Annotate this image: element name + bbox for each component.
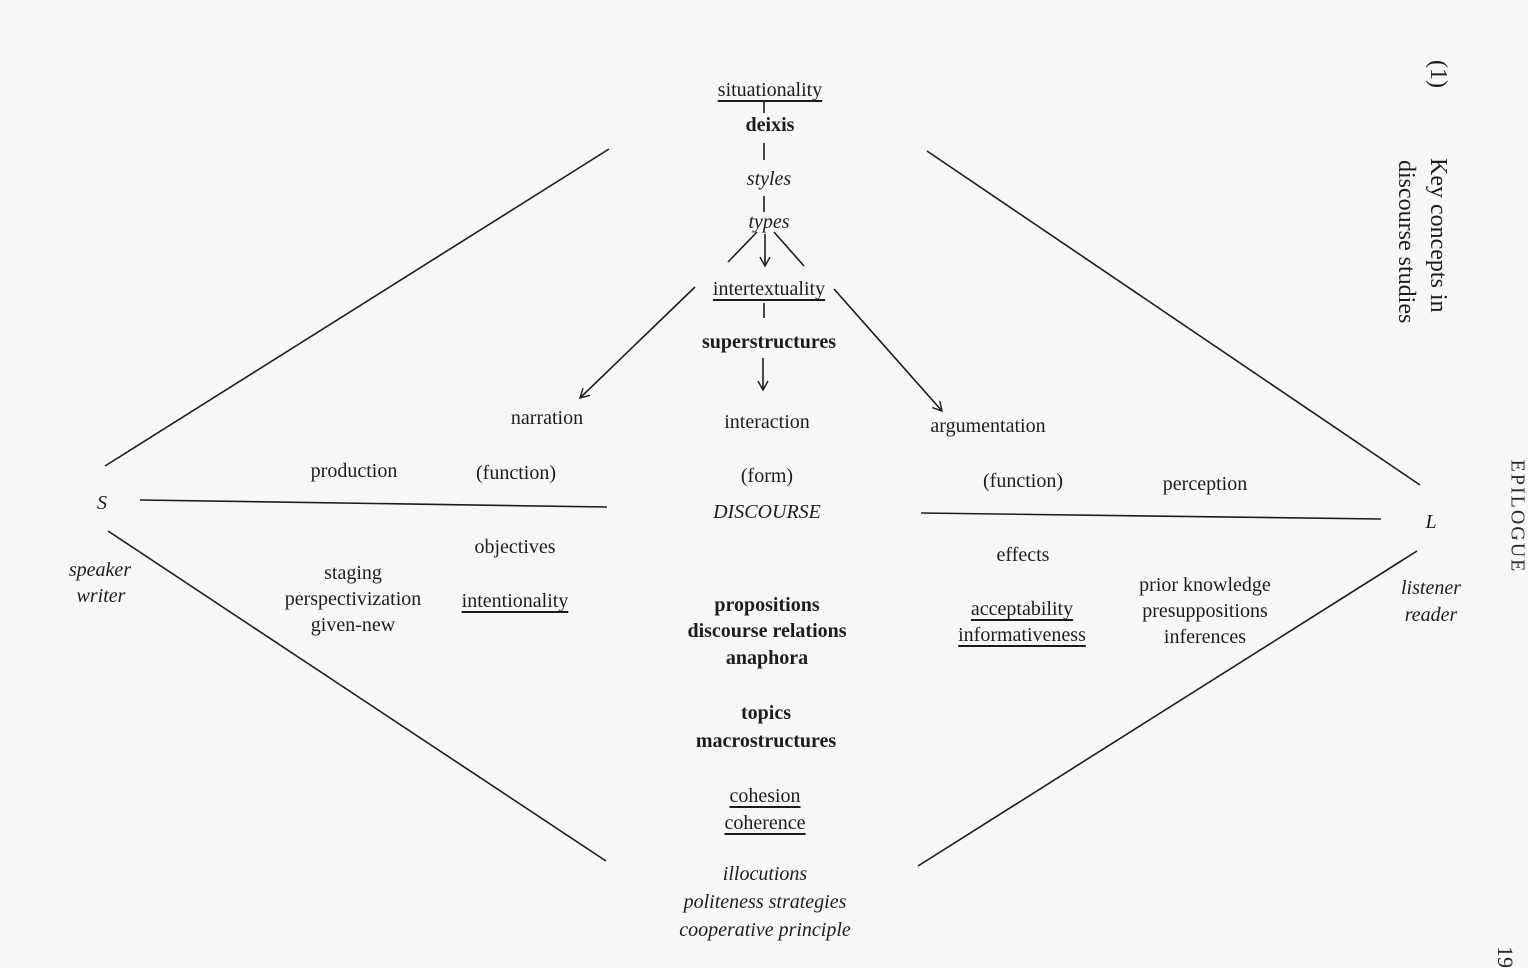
label-deixis: deixis [745, 114, 795, 136]
label-cooperative-principle: cooperative principle [679, 919, 851, 941]
figure-title-line2: discourse studies [1393, 160, 1419, 324]
listener-symbol: L [1425, 511, 1437, 533]
label-politeness-strategies: politeness strategies [683, 891, 847, 913]
axis-left [140, 500, 607, 507]
label-propositions: propositions [714, 594, 820, 616]
types-branch-left [728, 232, 757, 262]
label-argumentation: argumentation [930, 415, 1046, 437]
label-situationality: situationality [717, 79, 823, 101]
label-macrostructures: macrostructures [695, 730, 837, 752]
label-inferences: inferences [1163, 626, 1247, 648]
label-intertextuality: intertextuality [712, 278, 826, 300]
label-superstructures: superstructures [701, 331, 837, 353]
arrow-to-argumentation [834, 289, 942, 411]
label-given-new: given-new [310, 614, 396, 636]
writer-label: writer [76, 585, 126, 607]
figure-title [1380, 60, 1454, 360]
label-objectives: objectives [474, 536, 556, 558]
label-prior-knowledge: prior knowledge [1139, 574, 1271, 596]
page-number: 19 [1493, 946, 1518, 968]
label-staging: staging [324, 562, 382, 584]
speaker-symbol: S [97, 492, 107, 514]
reader-label: reader [1404, 604, 1458, 626]
speaker-label: speaker [68, 559, 132, 581]
label-informativeness: informativeness [958, 624, 1086, 646]
label-cohesion: cohesion [729, 785, 801, 807]
label-discourse-relations: discourse relations [687, 620, 847, 642]
label-intentionality: intentionality [461, 590, 569, 612]
label-discourse: DISCOURSE [713, 501, 821, 523]
label-illocutions: illocutions [722, 863, 808, 885]
label-form: (form) [740, 465, 794, 487]
label-coherence: coherence [724, 812, 806, 834]
running-head: EPILOGUE [1506, 459, 1528, 574]
label-presuppositions: presuppositions [1142, 600, 1268, 622]
types-branch-right [774, 232, 804, 266]
label-perception: perception [1162, 473, 1248, 495]
label-acceptability: acceptability [970, 598, 1074, 620]
label-interaction: interaction [724, 411, 810, 433]
axis-right [921, 513, 1381, 519]
label-anaphora: anaphora [725, 647, 809, 669]
label-styles: styles [746, 168, 792, 190]
label-topics: topics [741, 702, 791, 724]
label-narration: narration [510, 407, 584, 429]
label-effects: effects [996, 544, 1050, 566]
figure-title-line1: Key concepts in [1425, 157, 1451, 313]
label-perspectivization: perspectivization [284, 588, 422, 610]
label-function-right: (function) [983, 470, 1063, 492]
label-production: production [310, 460, 398, 482]
label-function-left: (function) [476, 462, 556, 484]
label-types: types [748, 211, 790, 233]
listener-label: listener [1401, 577, 1461, 599]
arrow-to-narration [580, 287, 695, 398]
figure-number: (1) [1425, 60, 1451, 88]
